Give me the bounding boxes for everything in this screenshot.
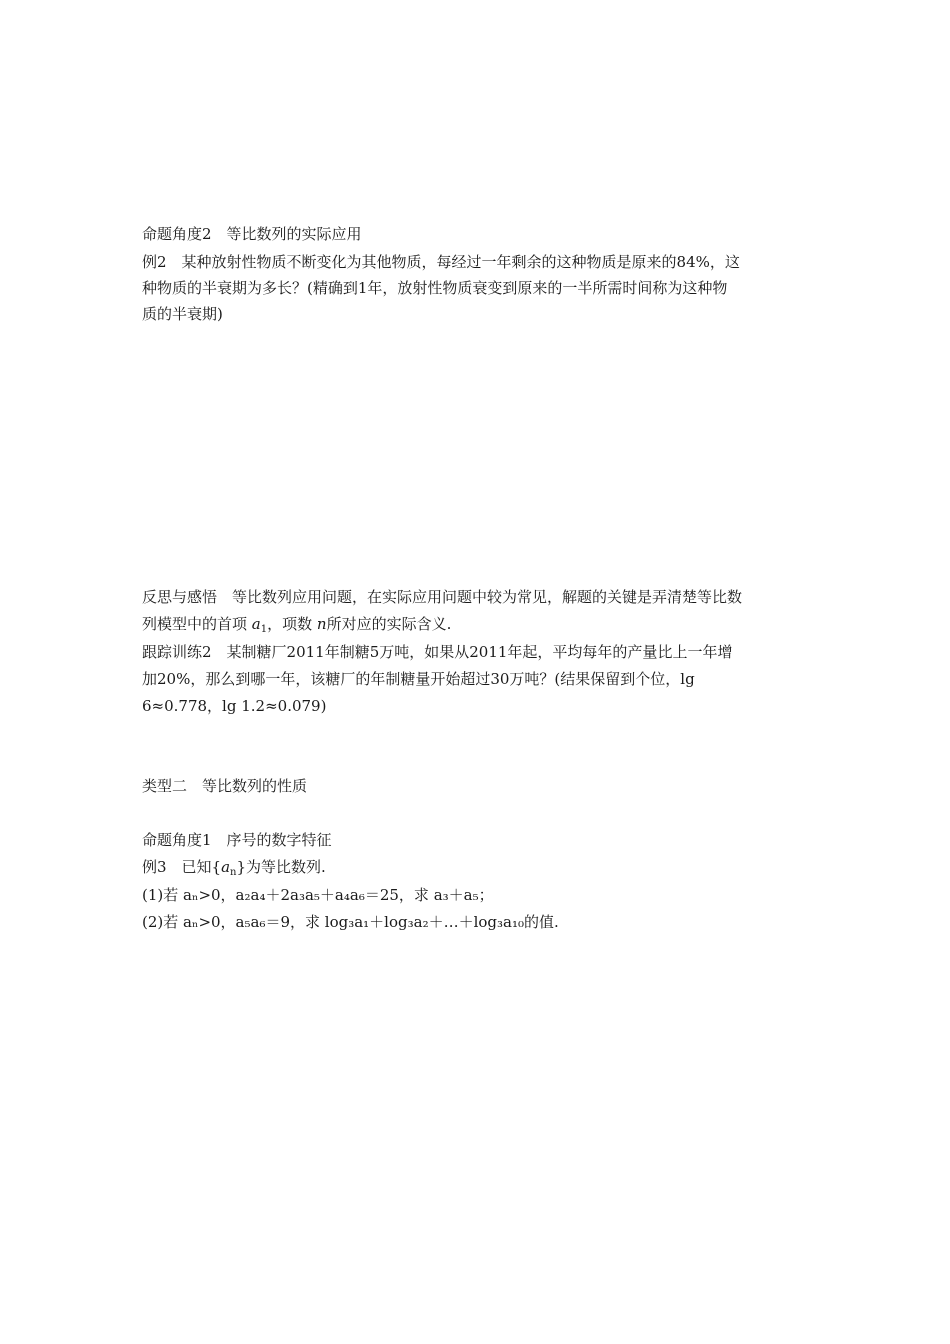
example-3-intro [142,855,822,885]
example-2-line-3: 质的半衰期) [142,305,223,323]
variable-n: n [316,615,327,633]
subscript: n [230,867,237,878]
example-3-question-1: (1)若 aₙ>0，a₂a₄＋2a₃a₅＋a₄a₆＝25，求 a₃＋a₅； [142,886,494,904]
example-3-question-2: (2)若 aₙ>0，a₅a₆＝9，求 log₃a₁＋log₃a₂＋…＋log₃a₁₀的值. [142,913,559,931]
example-2-line-1: 例2 某种放射性物质不断变化为其他物质，每经过一年剩余的这种物质是原来的84%，这 [142,253,740,271]
example-2-line-2: 种物质的半衰期为多长？(精确到1年，放射性物质衰变到原来的一半所需时间称为这种物 [142,279,728,297]
training-2-line-2: 加20%，那么到哪一年，该糖厂的年制糖量开始超过30万吨？(结果保留到个位，lg [142,670,695,688]
training-2-line-1: 跟踪训练2 某制糖厂2011年制糖5万吨，如果从2011年起，平均每年的产量比上一年增 [142,643,733,661]
example-text: }为等比数列. [236,858,326,876]
reflection-line-2 [142,612,822,642]
subtitle-angle-1: 命题角度1 序号的数字特征 [142,831,332,849]
subscript: 1 [260,624,268,635]
variable-a: a [221,858,231,876]
reflection-text: ，项数 [267,615,317,633]
variable-a: a [251,615,261,633]
reflection-line-1: 反思与感悟 等比数列应用问题，在实际应用问题中较为常见，解题的关键是弄清楚等比数 [142,588,743,606]
subtitle-angle-2: 命题角度2 等比数列的实际应用 [142,225,362,243]
example-text: 例3 已知{ [142,858,222,876]
training-2-line-3: 6≈0.778，lg 1.2≈0.079) [142,697,327,715]
reflection-text: 所对应的实际含义. [326,615,452,633]
reflection-text: 列模型中的首项 [142,615,252,633]
type-2-title: 类型二 等比数列的性质 [142,777,308,795]
